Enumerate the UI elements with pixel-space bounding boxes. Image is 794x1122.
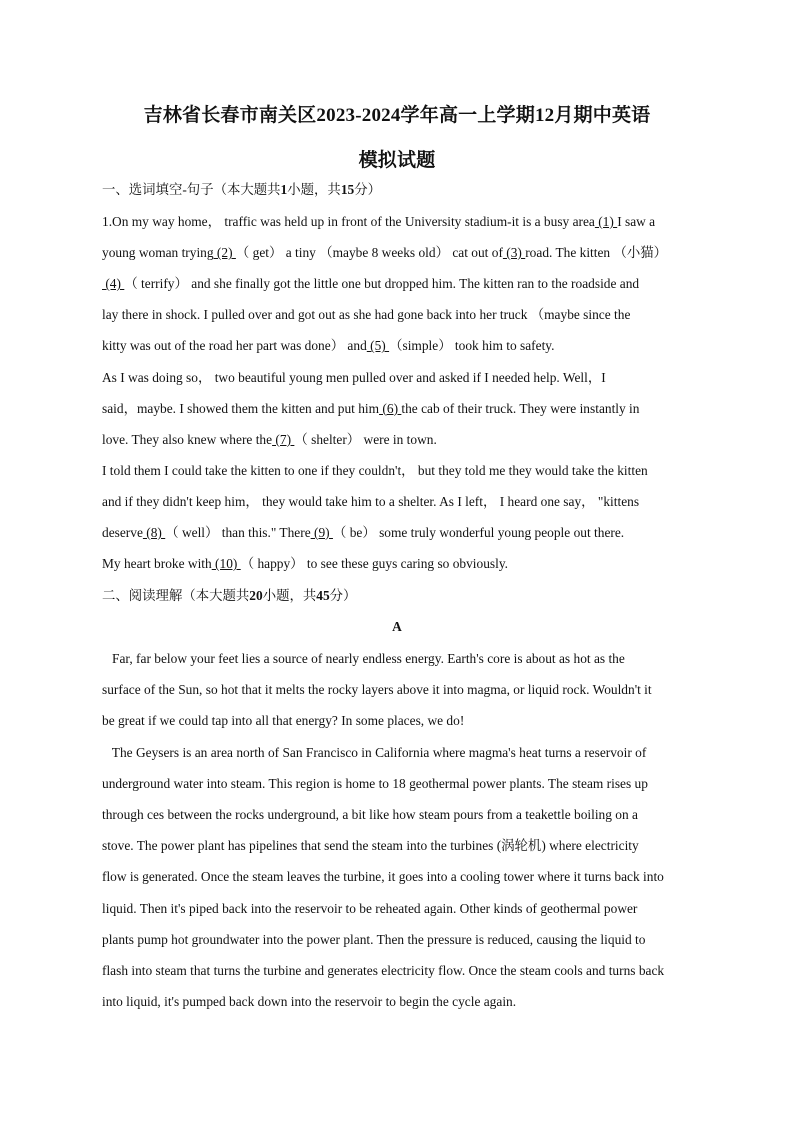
cloze-line xyxy=(102,213,655,231)
cloze-text: My heart broke with xyxy=(102,556,212,572)
cloze-text: （simple） took him to safety. xyxy=(389,338,555,354)
cloze-text: （ well） than this." There xyxy=(165,525,311,540)
passage-line: liquid. Then it's piped back into the reservoir to be reheated again. Other kinds of geothermal power xyxy=(102,900,638,916)
passage-label: A xyxy=(392,619,402,634)
cloze-text: deserve xyxy=(102,525,143,540)
blank-number: (10) xyxy=(211,556,241,572)
passage-line: into liquid, it's pumped back down into the reservoir to begin the cycle again. xyxy=(102,994,517,1010)
section1-score: 15 xyxy=(340,182,355,197)
section1-heading-mid: 小题，共 xyxy=(287,182,341,197)
blank-number: (6) xyxy=(379,400,402,416)
passage-line: underground water into steam. This region is home to 18 geothermal power plants. The steam rises up xyxy=(102,775,648,791)
passage-line: through ces between the rocks underground, a bit like how steam pours from a teakettle boiling on a xyxy=(102,807,638,822)
blank-number: (8) xyxy=(142,525,166,540)
blank-number: (2) xyxy=(213,245,236,261)
cloze-text: （ terrify） and she finally got the little one but dropped him. The kitten ran to the roadside and xyxy=(124,276,640,292)
cloze-text: and if they didn't keep him， they would take him to a shelter. As I left， I heard one say， "kittens xyxy=(102,493,640,509)
cloze-text: road. The kitten （小猫） xyxy=(525,245,668,261)
cloze-line xyxy=(102,337,554,355)
cloze-text: As I was doing so， two beautiful young men pulled over and asked if I needed help. Well，I xyxy=(102,369,606,385)
cloze-text: （ be） some truly wonderful young people out there. xyxy=(332,525,625,540)
passage-line: plants pump hot groundwater into the power plant. Then the pressure is reduced, causing the liquid to xyxy=(102,931,646,947)
cloze-text: I told them I could take the kitten to one if they couldn't， but they told me they would take the kitten xyxy=(102,462,648,478)
cloze-line xyxy=(102,400,639,418)
cloze-line xyxy=(102,493,639,511)
cloze-text: said，maybe. I showed them the kitten and put him xyxy=(102,400,380,416)
section2-count: 20 xyxy=(249,588,263,603)
passage-line: flow is generated. Once the steam leaves the turbine, it goes into a cooling tower where it turns back into xyxy=(102,869,664,885)
section1-heading-post: 分） xyxy=(354,182,381,197)
section1-heading xyxy=(102,181,381,199)
blank-number: (7) xyxy=(272,431,295,447)
cloze-text: I saw a xyxy=(617,214,656,229)
cloze-text: the cab of their truck. They were instantly in xyxy=(401,400,640,416)
cloze-line xyxy=(102,524,624,542)
passage-line: surface of the Sun, so hot that it melts the rocky layers above it into magma, or liquid rock. Wouldn't it xyxy=(102,682,652,698)
passage-line: Far, far below your feet lies a source of nearly endless energy. Earth's core is about as hot as the xyxy=(102,651,625,666)
blank-number: (9) xyxy=(310,525,333,540)
section2-heading-text: 二、阅读理解（本大题共 xyxy=(102,588,250,603)
section1-heading-text: 一、选词填空-句子（本大题共 xyxy=(102,182,281,197)
cloze-line xyxy=(102,462,648,480)
passage-line: be great if we could tap into all that energy? In some places, we do! xyxy=(102,713,465,729)
cloze-line xyxy=(102,431,437,449)
section2-heading xyxy=(102,587,356,605)
passage-line: stove. The power plant has pipelines that send the steam into the turbines (涡轮机) where electricity xyxy=(102,838,639,854)
cloze-line xyxy=(102,275,639,293)
cloze-text: love. They also knew where the xyxy=(102,431,273,447)
cloze-line xyxy=(102,244,667,262)
passage-line: flash into steam that turns the turbine and generates electricity flow. Once the steam cools and turns back xyxy=(102,963,665,978)
section2-heading-post: 分） xyxy=(329,588,357,603)
blank-number: (5) xyxy=(366,338,390,354)
section2-score: 45 xyxy=(316,588,330,603)
cloze-text: lay there in shock. I pulled over and got out as she had gone back into her truck （maybe since the xyxy=(102,307,631,323)
section2-heading-mid: 小题，共 xyxy=(262,588,317,603)
blank-number: (3) xyxy=(502,245,526,261)
document-subtitle: 模拟试题 xyxy=(358,150,436,171)
cloze-text: （ happy） to see these guys caring so obviously. xyxy=(240,556,508,572)
passage-line: The Geysers is an area north of San Francisco in California where magma's heat turns a reservoir of xyxy=(102,744,647,760)
blank-number: (1) xyxy=(594,214,618,229)
section1-count: 1 xyxy=(280,182,288,197)
cloze-text: （ shelter） were in town. xyxy=(294,431,437,447)
cloze-text: （ get） a tiny （maybe 8 weeks old） cat out of xyxy=(235,245,503,261)
cloze-text: kitty was out of the road her part was done） and xyxy=(102,338,367,354)
cloze-line xyxy=(102,369,606,387)
cloze-line xyxy=(102,306,630,324)
cloze-line xyxy=(102,555,508,573)
document-title: 吉林省长春市南关区2023-2024学年高一上学期12月期中英语 xyxy=(143,105,651,126)
blank-number: (4) xyxy=(102,276,125,292)
cloze-text: young woman trying xyxy=(102,245,214,261)
cloze-text: 1.On my way home， traffic was held up in front of the University stadium-it is a busy area xyxy=(102,214,595,229)
